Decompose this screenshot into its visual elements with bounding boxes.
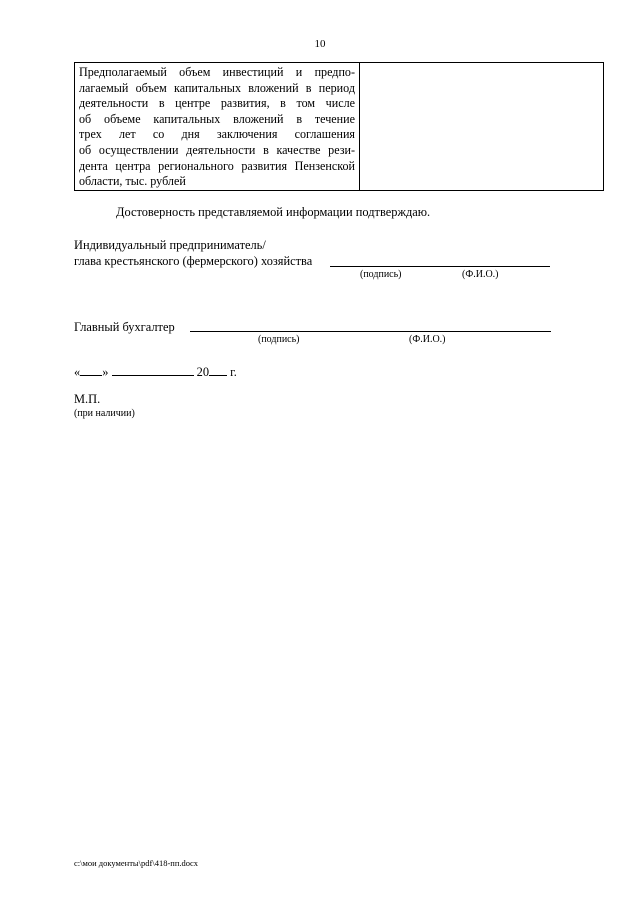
accountant-fio-caption: (Ф.И.О.) xyxy=(409,334,446,345)
confirmation-statement: Достоверность представляемой информации подтверждаю. xyxy=(116,205,431,219)
label-line: об объеме капитальных вложений в течение xyxy=(79,111,355,126)
label-line: дента центра регионального развития Пензенской xyxy=(79,158,355,173)
entrepreneur-title-line1: Индивидуальный предприниматель/ xyxy=(74,238,266,252)
investment-table xyxy=(74,62,604,191)
page-number: 10 xyxy=(314,38,326,50)
accountant-signature-caption: (подпись) xyxy=(258,334,300,345)
entrepreneur-signature-line[interactable] xyxy=(330,266,550,267)
label-line: области, тыс. рублей xyxy=(79,174,186,189)
label-line: об осуществлении деятельности в качестве рези- xyxy=(79,142,355,157)
investment-label-cell xyxy=(75,63,360,191)
date-year-suffix: г. xyxy=(230,365,237,379)
stamp-note: (при наличии) xyxy=(74,408,135,419)
accountant-signature-line[interactable] xyxy=(190,331,551,332)
investment-label-text xyxy=(79,65,355,190)
table-row xyxy=(75,63,604,191)
date-month-blank[interactable] xyxy=(112,365,194,376)
label-line: трех лет со дня заключения соглашения xyxy=(79,127,355,142)
label-line: Предполагаемый объем инвестиций и предпо- xyxy=(79,65,355,79)
footer-file-path: c:\мои документы\pdf\418-пп.docx xyxy=(74,858,199,868)
entrepreneur-signature-caption: (подпись) xyxy=(360,269,402,280)
date-open-quote: « xyxy=(74,365,81,379)
stamp-label: М.П. xyxy=(74,392,101,406)
date-close-quote: » xyxy=(102,365,109,379)
entrepreneur-fio-caption: (Ф.И.О.) xyxy=(462,269,499,280)
date-line xyxy=(74,365,237,380)
date-day-blank[interactable] xyxy=(80,365,102,376)
entrepreneur-title-line2: глава крестьянского (фермерского) хозяйства xyxy=(74,254,313,268)
label-line: лагаемый объем капитальных вложений в период xyxy=(79,80,355,95)
label-line: деятельности в центре развития, в том числе xyxy=(79,96,355,111)
investment-value-cell[interactable] xyxy=(360,63,604,191)
accountant-label: Главный бухгалтер xyxy=(74,320,175,334)
date-year-blank[interactable] xyxy=(209,365,227,376)
date-year-prefix: 20 xyxy=(196,365,210,379)
